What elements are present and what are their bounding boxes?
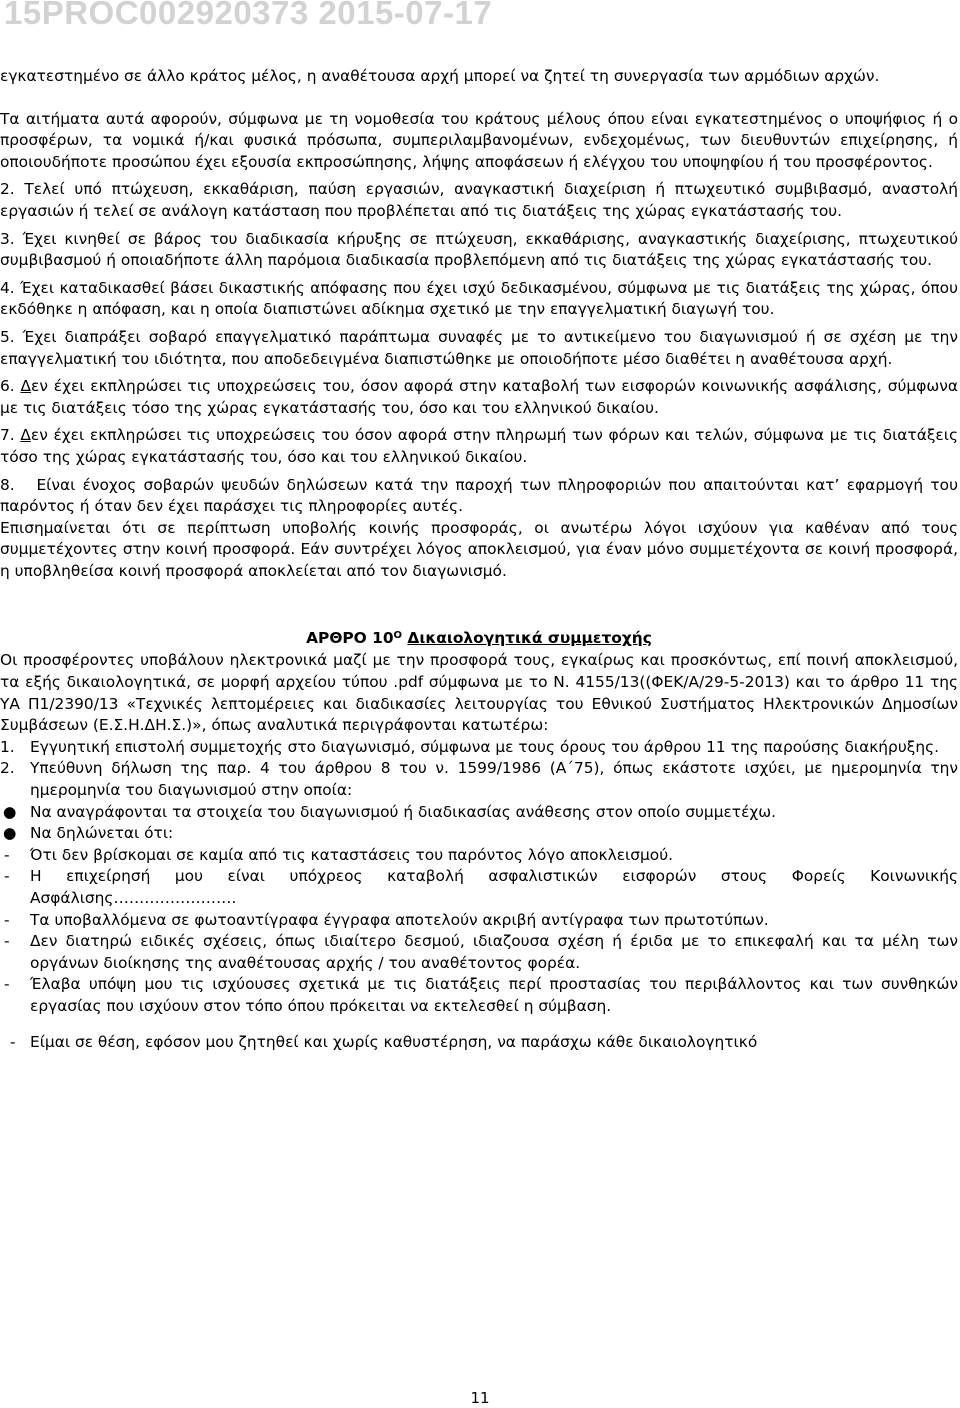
exclusion-item: 7. Δεν έχει εκπληρώσει τις υποχρεώσεις του όσον αφορά στην πληρωμή των φόρων και τελών, σύμφωνα με τις διατάξεις τόσο της χώρας εγκατάστασής του, όσο και του ελληνικού δικαίου. <box>0 426 958 466</box>
document-item: 1. Εγγυητική επιστολή συμμετοχής στο διαγωνισμό, σύμφωνα με τους όρους του άρθρου 11 της παρούσης διακήρυξης. <box>0 737 939 756</box>
exclusion-item: 4. Έχει καταδικασθεί βάσει δικαστικής απόφασης που έχει ισχύ δεδικασμένου, σύμφωνα με τις διατάξεις της χώρας, όπου εκδόθηκε η απόφαση, και η οποία διαπιστώνει αδίκημα σχετικό με την επαγγελματική διαγωγή του. <box>0 278 958 319</box>
dash-icon: - <box>4 975 10 994</box>
dash-icon: - <box>4 932 10 951</box>
exclusion-item: 8. Είναι ένοχος σοβαρών ψευδών δηλώσεων κατά την παροχή των πληροφοριών που απαιτούνται κατ’ εφαρμογή του παρόντος ή όταν δεν έχει παράσχει τις πληροφορίες αυτές. <box>0 475 958 516</box>
document-page <box>0 66 958 1053</box>
bullet-icon: ● <box>3 824 17 843</box>
declaration-item: - Δεν διατηρώ ειδικές σχέσεις, όπως ιδιαίτερο δεσμού, ιδιαζουσα σχέση ή έριδα με το επικεφαλή και τα μέλη των οργάνων διοίκησης της αναθέτουσας αρχής / του αναθέτοντος φορέα. <box>4 932 958 972</box>
exclusion-item: 2. Τελεί υπό πτώχευση, εκκαθάριση, παύση εργασιών, αναγκαστική διαχείριση ή πτωχευτικό συμβιβασμό, αναστολή εργασιών ή τελεί σε ανάλογη κατάσταση που προβλέπεται από τις διατάξεις της χώρας εγκατάστασής του. <box>0 180 959 220</box>
article-intro: Οι προσφέροντες υποβάλουν ηλεκτρονικά μαζί με την προσφορά τους, εγκαίρως και προσκόντως, επί ποινή αποκλεισμού, τα εξής δικαιολογητικά, σε μορφή αρχείου τύπου .pdf σύμφωνα με το Ν. 4155/13((ΦΕΚ/Α/29-5-2013) και το άρθρο 11 της ΥΑ Π1/2390/13 «Τεχνικές λεπτομέρειες και διαδικασίες λειτουργίας του Εθνικού Συστήματος Ηλεκτρονικών Δημοσίων Συμβάσεων (Ε.Σ.Η.ΔΗ.Σ.)», όπως αναλυτικά περιγράφονται κατωτέρω: <box>0 651 958 735</box>
exclusion-item: 6. Δεν έχει εκπληρώσει τις υποχρεώσεις του, όσον αφορά στην καταβολή των εισφορών κοινωνικής ασφάλισης, σύμφωνα με τις διατάξεις τόσο της χώρας εγκατάστασής του, όσο και του ελληνικού δικαίου. <box>0 377 958 417</box>
exclusion-item: 5. Έχει διαπράξει σοβαρό επαγγελματικό παράπτωμα συναφές με το αντικείμενο του διαγωνισμού ή σε σχέση με την επαγγελματική του ιδιότητα, που αποδεδειγμένα διαπιστώθηκε με οποιοδήποτε μέσο διαθέτει η αναθέτουσα αρχή. <box>0 327 958 368</box>
exclusion-item: 3. Έχει κινηθεί σε βάρος του διαδικασία κήρυξης σε πτώχευση, εκκαθάρισης, αναγκαστικής διαχείρισης, πτωχευτικού συμβιβασμού ή οποιαδήποτε άλλη παρόμοια διαδικασία προβλεπόμενη από τις διατάξεις της χώρας εγκατάστασής του. <box>0 229 958 270</box>
declaration-item: - Η επιχείρησή μου είναι υπόχρεος καταβολή ασφαλιστικών εισφορών στους Φορείς Κοινωνικής Ασφάλισης…………………… <box>4 867 958 907</box>
dash-icon: - <box>4 845 10 864</box>
bullet-item: ● Να δηλώνεται ότι: <box>0 823 958 845</box>
declaration-item: - Έλαβα υπόψη μου τις ισχύουσες σχετικά με τις διατάξεις περί προστασίας του περιβάλλοντος και των συνθηκών εργασίας που ισχύουν στον τόπο όπου πρόκειται να εκτελεσθεί η σύμβαση. <box>4 975 958 1015</box>
dash-icon: - <box>4 867 10 886</box>
exclusion-list <box>0 179 958 517</box>
page-number: 11 <box>470 1389 490 1407</box>
dash-icon: - <box>10 1032 16 1051</box>
declaration-item: - Είμαι σε θέση, εφόσον μου ζητηθεί και χωρίς καθυστέρηση, να παράσχω κάθε δικαιολογητικό <box>0 1032 958 1054</box>
document-watermark: 15PROC002920373 2015-07-17 <box>4 0 493 31</box>
article-heading: ΑΡΘΡΟ $10^O$ Δικαιολογητικά συμμετοχής <box>306 629 652 648</box>
document-item: 2. Υπεύθυνη δήλωση της παρ. 4 του άρθρου 8 του ν. 1599/1986 (Α΄75), όπως εκάστοτε ισχύει, με ημερομηνία την ημερομηνία του διαγωνισμού στην οποία: <box>0 759 958 800</box>
intro-continued: εγκατεστημένο σε άλλο κράτος μέλος, η αναθέτουσα αρχή μπορεί να ζητεί τη συνεργασία των αρμόδιων αρχών. <box>0 67 880 85</box>
declaration-item: - Τα υποβαλλόμενα σε φωτοαντίγραφα έγγραφα αποτελούν ακριβή αντίγραφα των πρωτοτύπων. <box>0 910 958 932</box>
declaration-item: - Ότι δεν βρίσκομαι σε καμία από τις καταστάσεις του παρόντος λόγο αποκλεισμού. <box>0 845 958 867</box>
bullet-item: ● Να αναγράφονται τα στοιχεία του διαγωνισμού ή διαδικασίας ανάθεσης στον οποίο συμμετέχω. <box>0 802 958 824</box>
dash-icon: - <box>4 910 10 929</box>
requests-paragraph: Τα αιτήματα αυτά αφορούν, σύμφωνα με τη νομοθεσία του κράτους μέλους όπου είναι εγκατεστημένος ο υποψήφιος ή ο προσφέρων, τα νομικά ή/και φυσικά πρόσωπα, συμπεριλαμβανομένων, ενδεχομένως, των διευθυντών επιχείρησης, ή οποιουδήποτε προσώπου έχει εξουσία εκπροσώπησης, λήψης αποφάσεων ή ελέγχου του υποψηφίου ή του προσφέροντος. <box>0 109 958 171</box>
joint-bid-clarification: Επισημαίνεται ότι σε περίπτωση υποβολής κοινής προσφοράς, οι ανωτέρω λόγοι ισχύουν για καθέναν από τους συμμετέχοντες στην κοινή προσφορά. Εάν συντρέχει λόγος αποκλεισμού, για έναν μόνο συμμετέχοντα σε κοινή προσφορά, η υποβληθείσα κοινή προσφορά αποκλείεται από τον διαγωνισμό. <box>0 518 958 580</box>
bullet-icon: ● <box>3 802 17 821</box>
